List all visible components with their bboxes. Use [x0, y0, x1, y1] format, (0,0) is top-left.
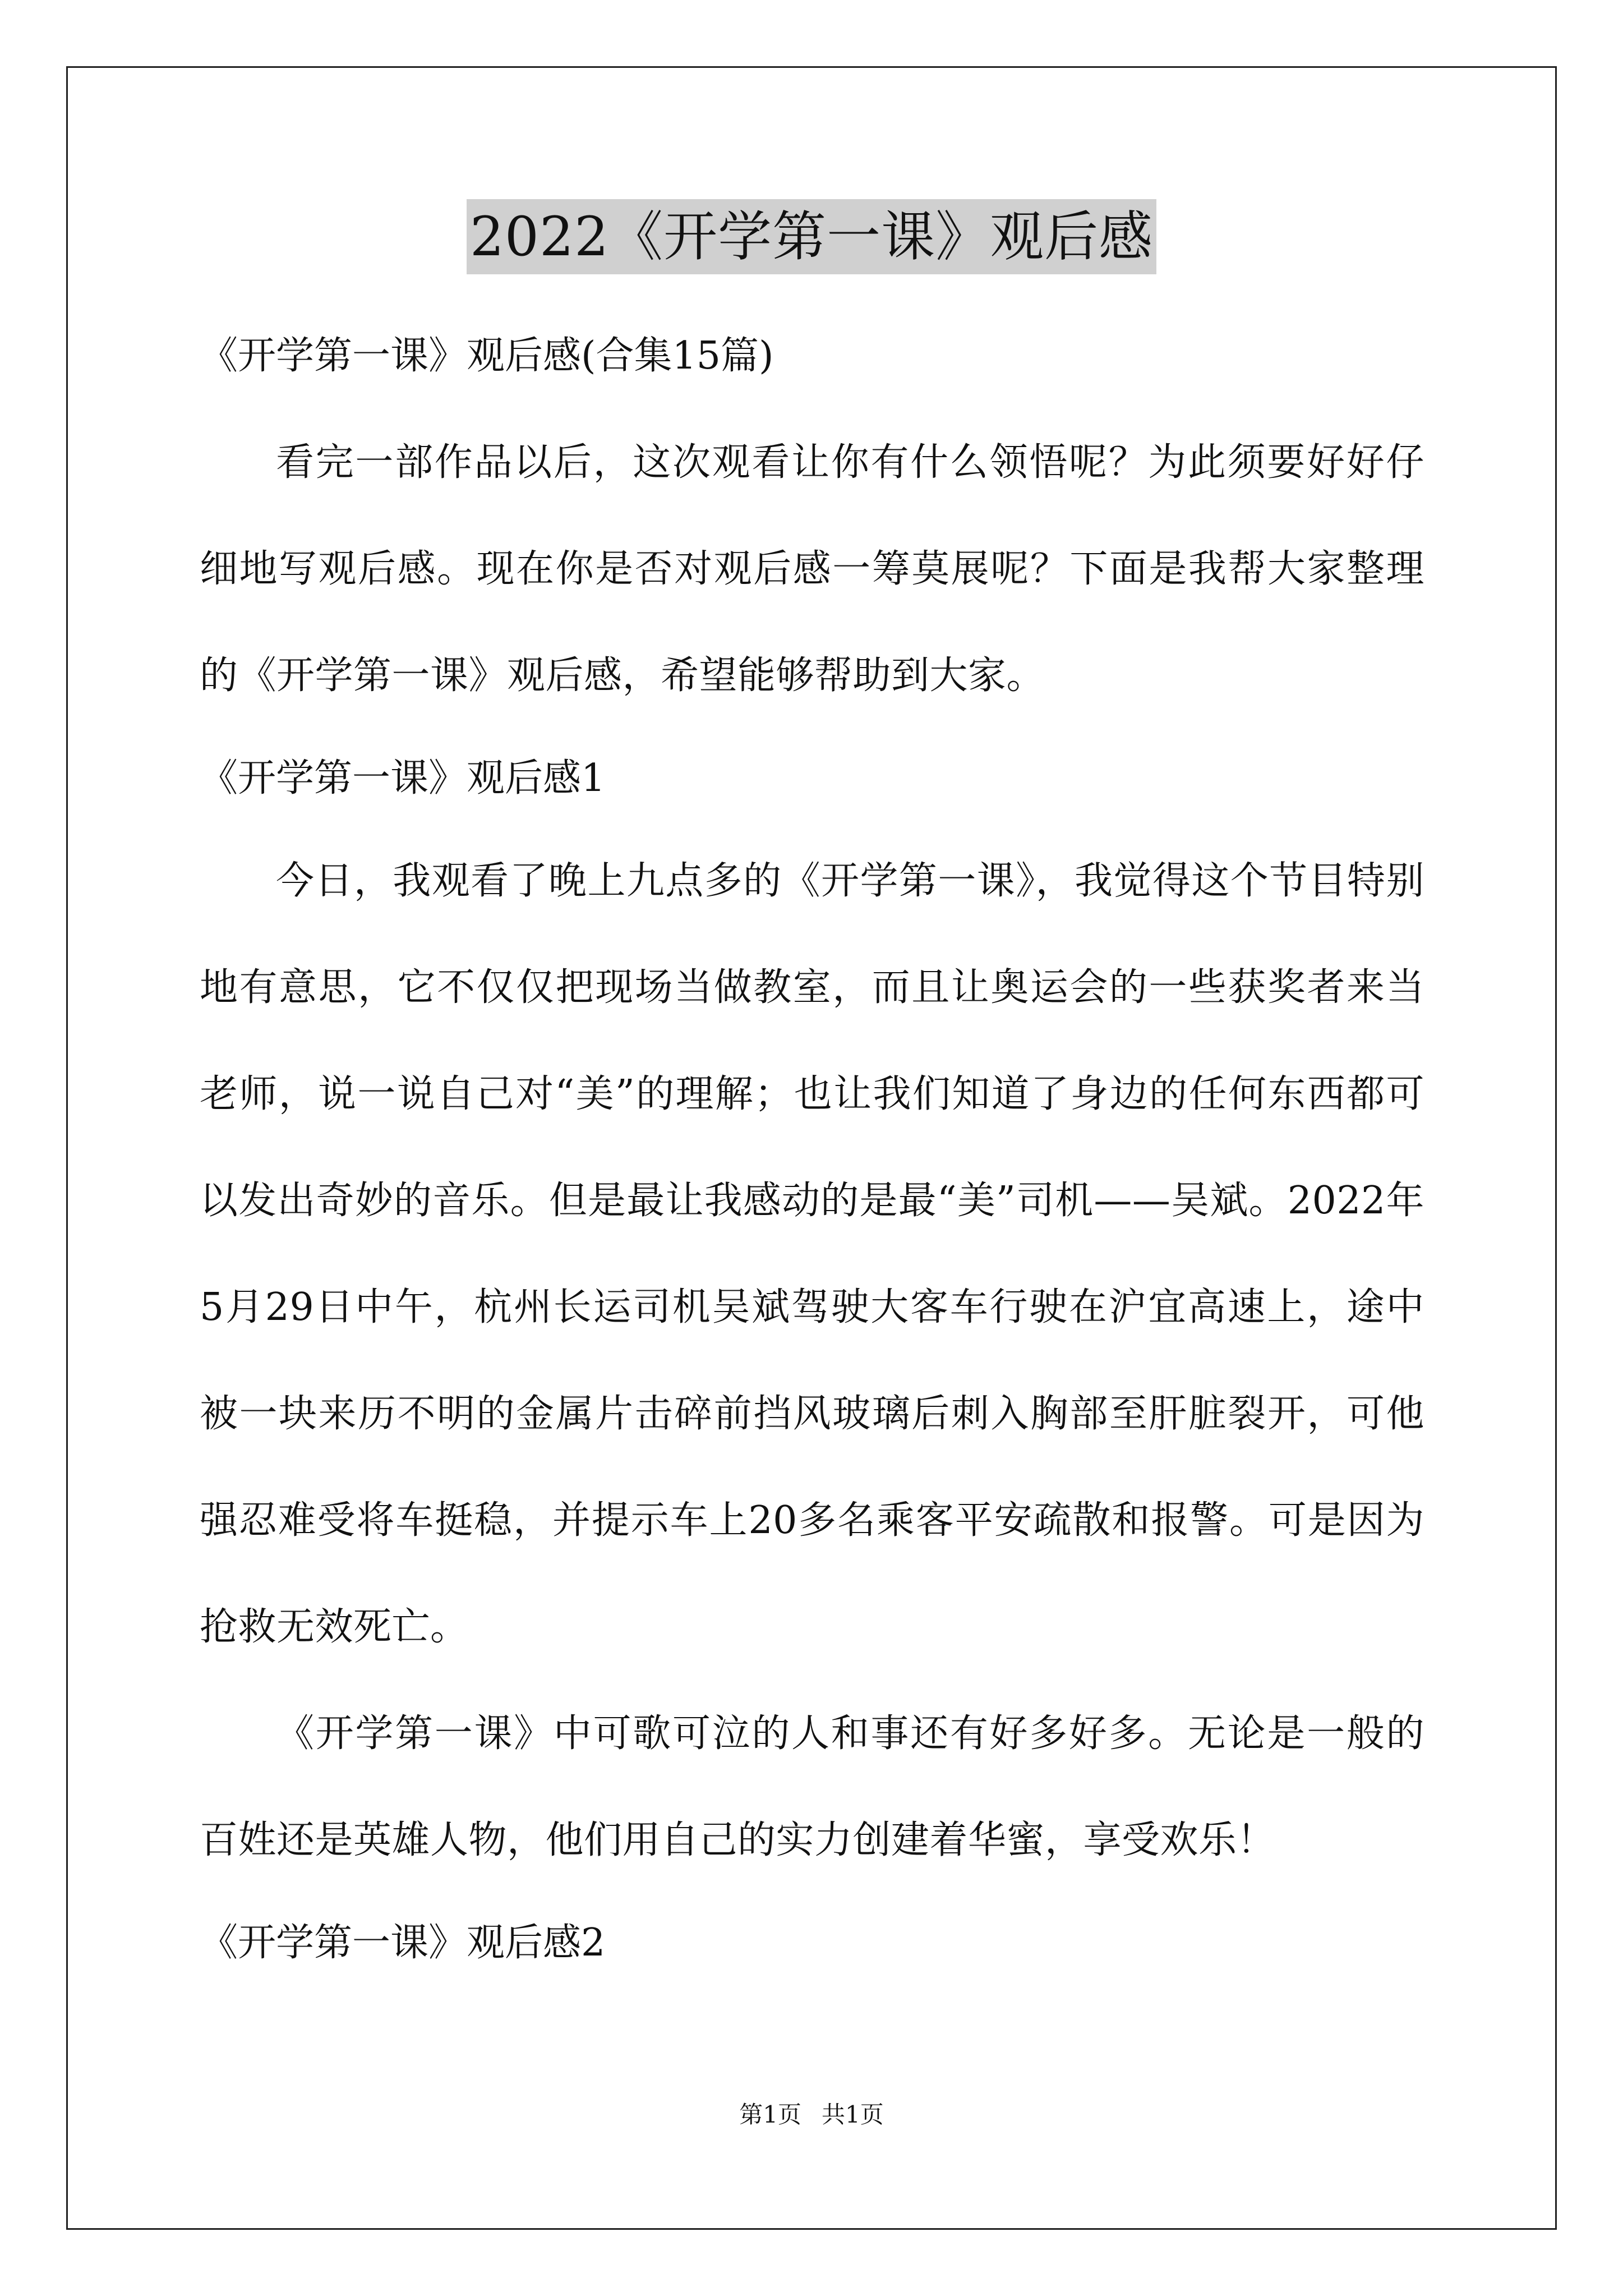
page-count: 共1页 — [822, 2101, 884, 2128]
section-heading-2: 《开学第一课》观后感2 — [200, 1921, 606, 1965]
document-title: 2022《开学第一课》观后感 — [467, 199, 1156, 274]
title-container — [0, 199, 1623, 274]
section-1-paragraph-2: 《开学第一课》中可歌可泣的人和事还有好多好多。无论是一般的百姓还是英雄人物，他们用自己的实力创建着华蜜，享受欢乐！ — [200, 1711, 1424, 1862]
page-footer — [0, 2098, 1623, 2132]
section-1-paragraph-1: 今日，我观看了晚上九点多的《开学第一课》，我觉得这个节目特别地有意思，它不仅仅把现场当做教室，而且让奥运会的一些获奖者来当老师，说一说自己对“美”的理解；也让我们知道了身边的任何东西都可以发出奇妙的音乐。但是最让我感动的是最“美”司机——吴斌。2022年5月29日中午，杭州长运司机吴斌驾驶大客车行驶在沪宜高速上，途中被一块来历不明的金属片击碎前挡风玻璃后刺入胸部至肝脏裂开，可他强忍难受将车挺稳，并提示车上20多名乘客平安疏散和报警。可是因为抢救无效死亡。 — [200, 859, 1424, 1649]
section-heading-1: 《开学第一课》观后感1 — [200, 756, 606, 800]
document-body — [200, 303, 1424, 1993]
document-subtitle: 《开学第一课》观后感(合集15篇) — [200, 334, 774, 378]
page-number: 第1页 — [739, 2101, 801, 2128]
intro-paragraph: 看完一部作品以后，这次观看让你有什么领悟呢？为此须要好好仔细地写观后感。现在你是否对观后感一筹莫展呢？下面是我帮大家整理的《开学第一课》观后感，希望能够帮助到大家。 — [200, 440, 1424, 698]
